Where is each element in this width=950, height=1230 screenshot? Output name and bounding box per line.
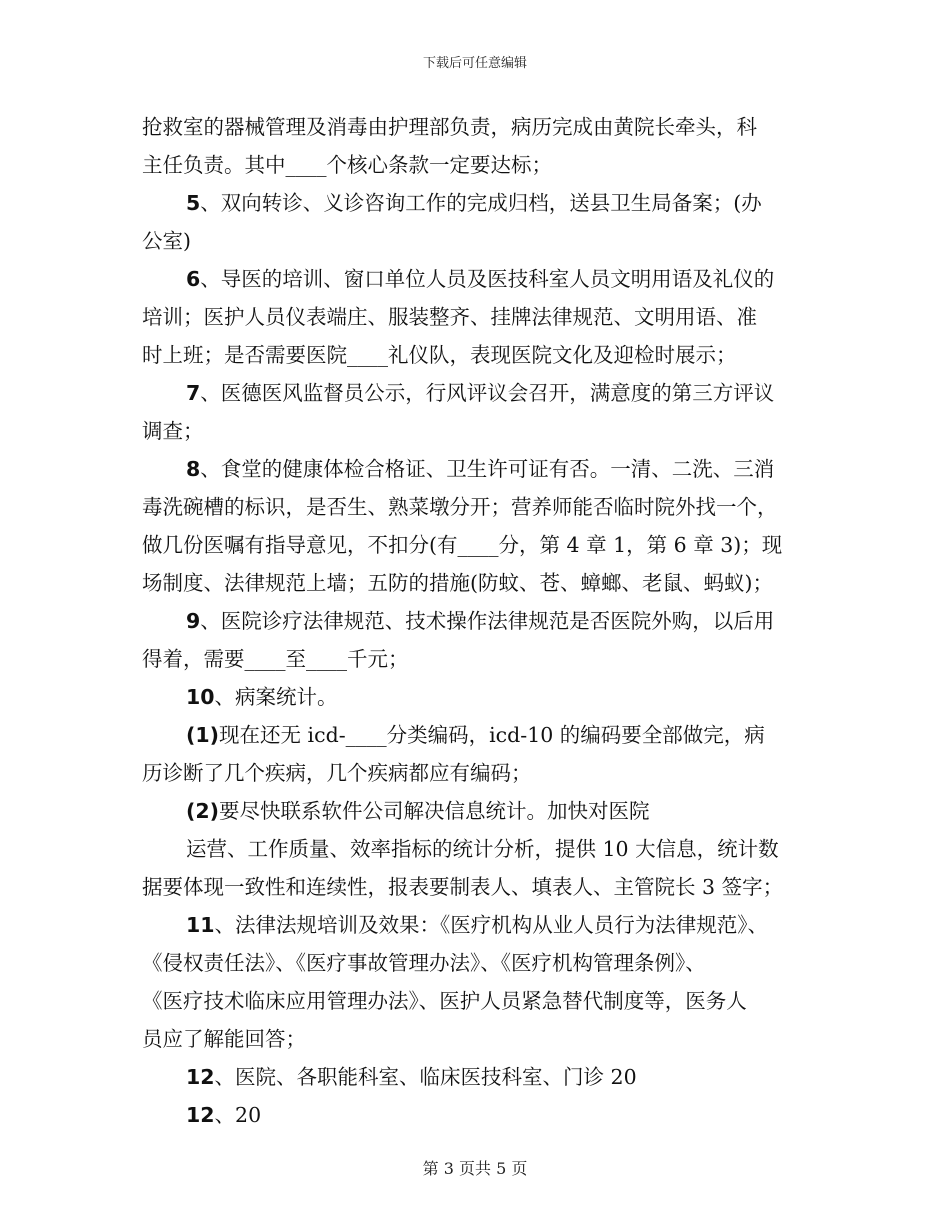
- text-line: 抢救室的器械管理及消毒由护理部负责，病历完成由黄院长牵头，科: [142, 115, 757, 139]
- text-line: 运营、工作质量、效率指标的统计分析，提供 10 大信息，统计数: [186, 837, 779, 861]
- item-number: (1): [186, 723, 220, 747]
- text-line: 据要体现一致性和连续性，报表要制表人、填表人、主管院长 3 签字；: [142, 875, 784, 899]
- text-line: 《侵权责任法》、《医疗事故管理办法》、《医疗机构管理条例》、: [142, 951, 706, 975]
- text-line: 调查；: [142, 419, 204, 443]
- sub-item-1: [186, 722, 765, 748]
- list-item-7: [186, 380, 774, 406]
- text-line: 、20: [214, 1103, 262, 1127]
- list-item-8: [186, 456, 774, 482]
- text-line: 公室): [142, 229, 191, 253]
- text-line: 做几份医嘱有指导意见，不扣分(有____分，第 4 章 1，第 6 章 3)；现: [142, 533, 783, 557]
- list-item-12-repeat: [186, 1102, 261, 1128]
- text-line: 《医疗技术临床应用管理办法》、医护人员紧急替代制度等，医务人: [142, 989, 747, 1013]
- item-number: 12: [186, 1065, 215, 1089]
- list-item-10: [186, 684, 338, 710]
- list-item-11: [186, 912, 768, 938]
- text-line: 员应了解能回答；: [142, 1027, 306, 1051]
- item-number: 11: [186, 913, 215, 937]
- item-number: 7: [186, 381, 201, 405]
- text-line: 毒洗碗槽的标识，是否生、熟菜墩分开；营养师能否临时院外找一个，: [142, 495, 778, 519]
- text-line: 、病案统计。: [214, 685, 338, 709]
- text-line: 主任负责。其中____个核心条款一定要达标；: [142, 153, 552, 177]
- item-number: 12: [186, 1103, 215, 1127]
- list-item-6: [186, 266, 774, 292]
- text-line: 场制度、法律规范上墙；五防的措施(防蚊、苍、蟑螂、老鼠、蚂蚁)；: [142, 571, 773, 595]
- sub-item-2: [186, 798, 650, 824]
- page-header: 下载后可任意编辑: [422, 56, 527, 71]
- item-number: 6: [186, 267, 201, 291]
- text-line: 得着，需要____至____千元；: [142, 647, 409, 671]
- text-line: 、导医的培训、窗口单位人员及医技科室人员文明用语及礼仪的: [200, 267, 775, 291]
- text-line: 现在还无 icd-____分类编码，icd-10 的编码要全部做完，病: [219, 723, 765, 747]
- list-item-12: [186, 1064, 637, 1090]
- list-item-9: [186, 608, 774, 634]
- list-item-5: [186, 190, 762, 216]
- text-line: 要尽快联系软件公司解决信息统计。加快对医院: [219, 799, 650, 823]
- text-line: 、医院诊疗法律规范、技术操作法律规范是否医院外购，以后用: [200, 609, 775, 633]
- item-number: 5: [186, 191, 201, 215]
- item-number: (2): [186, 799, 220, 823]
- page-footer: 第 3 页共 5 页: [422, 1159, 528, 1178]
- text-line: 培训；医护人员仪表端庄、服装整齐、挂牌法律规范、文明用语、准: [142, 305, 757, 329]
- item-number: 9: [186, 609, 201, 633]
- text-line: 、医院、各职能科室、临床医技科室、门诊 20: [214, 1065, 637, 1089]
- text-line: 、法律法规培训及效果：《医疗机构从业人员行为法律规范》、: [214, 913, 769, 937]
- text-line: 、医德医风监督员公示，行风评议会召开，满意度的第三方评议: [200, 381, 775, 405]
- text-line: 历诊断了几个疾病，几个疾病都应有编码；: [142, 761, 532, 785]
- item-number: 10: [186, 685, 215, 709]
- text-line: 、食堂的健康体检合格证、卫生许可证有否。一清、二洗、三消: [200, 457, 775, 481]
- item-number: 8: [186, 457, 201, 481]
- text-line: 时上班；是否需要医院____礼仪队，表现医院文化及迎检时展示；: [142, 343, 737, 367]
- text-line: 、双向转诊、义诊咨询工作的完成归档，送县卫生局备案；(办: [200, 191, 762, 215]
